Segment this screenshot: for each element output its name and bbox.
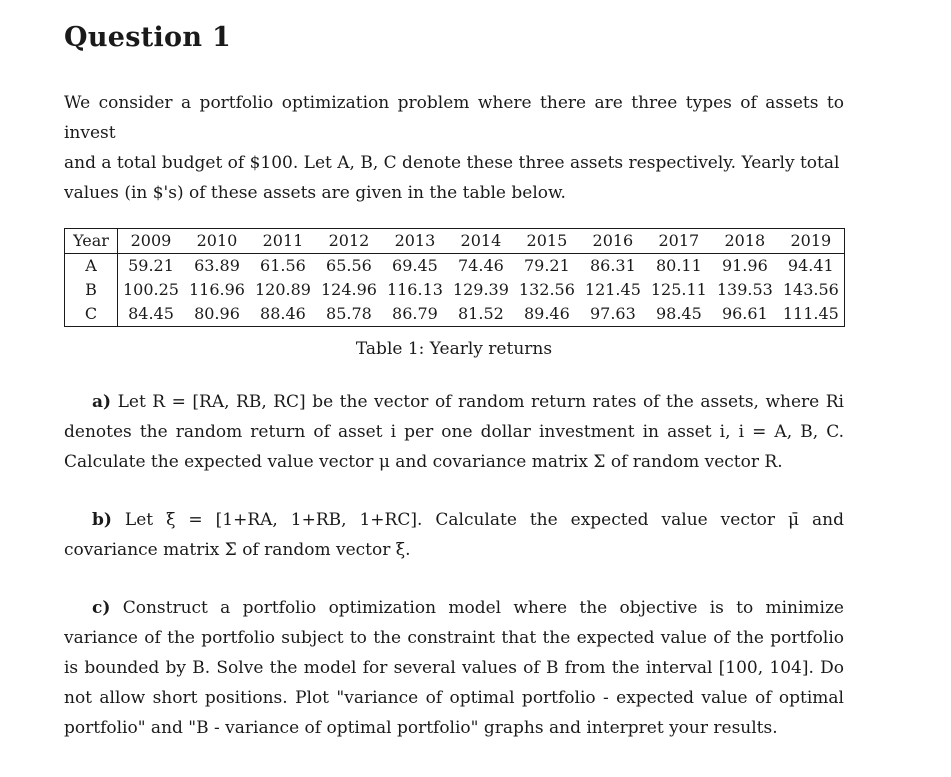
- table-header-cell: 2012: [316, 229, 382, 254]
- part-b-label: b): [92, 510, 112, 530]
- table-row-label: C: [65, 302, 118, 327]
- part-a-text: Let R = [RA, RB, RC] be the vector of random return rates of the assets, where Ri denotes the random return of asset i per one dollar investment in asset i, i = A, B, C. Calculate the expected value vector μ and covariance matrix Σ of random vector R.: [64, 392, 844, 472]
- table-cell: 69.45: [392, 256, 438, 275]
- table-cell: 124.96: [320, 280, 377, 299]
- table-cell: 121.45: [584, 280, 641, 299]
- part-b: [64, 505, 844, 565]
- table-header-cell: 2013: [382, 229, 448, 254]
- table-cell: 80.96: [194, 304, 240, 323]
- intro-paragraph: [64, 88, 844, 208]
- table-cell: 98.45: [655, 304, 702, 323]
- table-header-cell: 2016: [580, 229, 646, 254]
- table-cell: 111.45: [782, 304, 839, 323]
- table-cell: 61.56: [260, 256, 306, 275]
- table-cell: 88.46: [260, 304, 306, 323]
- table-cell: 100.25: [123, 280, 179, 299]
- part-c-text: Construct a portfolio optimization model where the objective is to minimize variance of the portfolio subject to the constraint that the expected value of the portfolio is bounded by B. Solve the model for several values of B from the interval [100, 104]. Do not allow short positions. Plot "variance of optimal portfolio - expected value of optimal portfolio" and "B - variance of optimal portfolio" graphs and interpret your results.: [64, 598, 844, 738]
- table-row: [65, 254, 845, 279]
- table-cell: 116.96: [188, 280, 245, 299]
- table-row: [65, 302, 845, 327]
- table-cell: 80.11: [655, 256, 702, 275]
- table-cell: 91.96: [721, 256, 768, 275]
- table-cell: 84.45: [128, 304, 174, 323]
- table-cell: 97.63: [589, 304, 636, 323]
- table-row: [65, 278, 845, 302]
- table-header-cell: 2019: [778, 229, 844, 254]
- table-cell: 86.79: [392, 304, 438, 323]
- part-a-label: a): [92, 392, 112, 412]
- table-cell: 86.31: [589, 256, 636, 275]
- table-cell: 143.56: [782, 280, 839, 299]
- intro-line-3: values (in $'s) of these assets are given in the table below.: [64, 183, 566, 203]
- table-header-cell: Year: [65, 229, 118, 254]
- table-row-label: A: [65, 254, 118, 279]
- table-header-cell: 2018: [712, 229, 778, 254]
- table-row-label: B: [65, 278, 118, 302]
- table-header-cell: 2014: [448, 229, 514, 254]
- part-a: [64, 387, 844, 477]
- question-page: [64, 18, 844, 743]
- returns-table-wrapper: [64, 228, 930, 327]
- part-b-text: Let ξ = [1+RA, 1+RB, 1+RC]. Calculate the expected value vector μ̄ and covariance matrix Σ̄ of random vector ξ.: [64, 510, 845, 560]
- table-cell: 129.39: [452, 280, 509, 299]
- table-header-cell: 2017: [646, 229, 712, 254]
- table-cell: 94.41: [787, 256, 834, 275]
- table-cell: 81.52: [458, 304, 504, 323]
- intro-line-2: and a total budget of $100. Let A, B, C denote these three assets respectively. Yearly total: [64, 153, 840, 173]
- table-cell: 139.53: [716, 280, 773, 299]
- returns-table: [64, 228, 845, 327]
- table-cell: 116.13: [386, 280, 443, 299]
- table-caption: Table 1: Yearly returns: [355, 339, 553, 359]
- table-cell: 85.78: [326, 304, 372, 323]
- table-cell: 89.46: [523, 304, 570, 323]
- intro-line-1: We consider a portfolio optimization problem where there are three types of assets to invest: [64, 93, 844, 143]
- table-header-cell: 2015: [514, 229, 580, 254]
- table-cell: 74.46: [458, 256, 504, 275]
- table-cell: 65.56: [326, 256, 372, 275]
- part-c: [64, 593, 844, 743]
- table-cell: 59.21: [128, 256, 174, 275]
- table-header-cell: 2010: [184, 229, 250, 254]
- table-cell: 132.56: [518, 280, 575, 299]
- table-cell: 125.11: [650, 280, 707, 299]
- table-header-row: [65, 229, 845, 254]
- table-cell: 96.61: [721, 304, 768, 323]
- table-header-cell: 2009: [118, 229, 184, 254]
- table-header-cell: 2011: [250, 229, 316, 254]
- table-cell: 63.89: [194, 256, 240, 275]
- table-cell: 79.21: [523, 256, 570, 275]
- table-cell: 120.89: [254, 280, 311, 299]
- part-c-label: c): [92, 598, 111, 618]
- page-title: Question 1: [64, 22, 232, 53]
